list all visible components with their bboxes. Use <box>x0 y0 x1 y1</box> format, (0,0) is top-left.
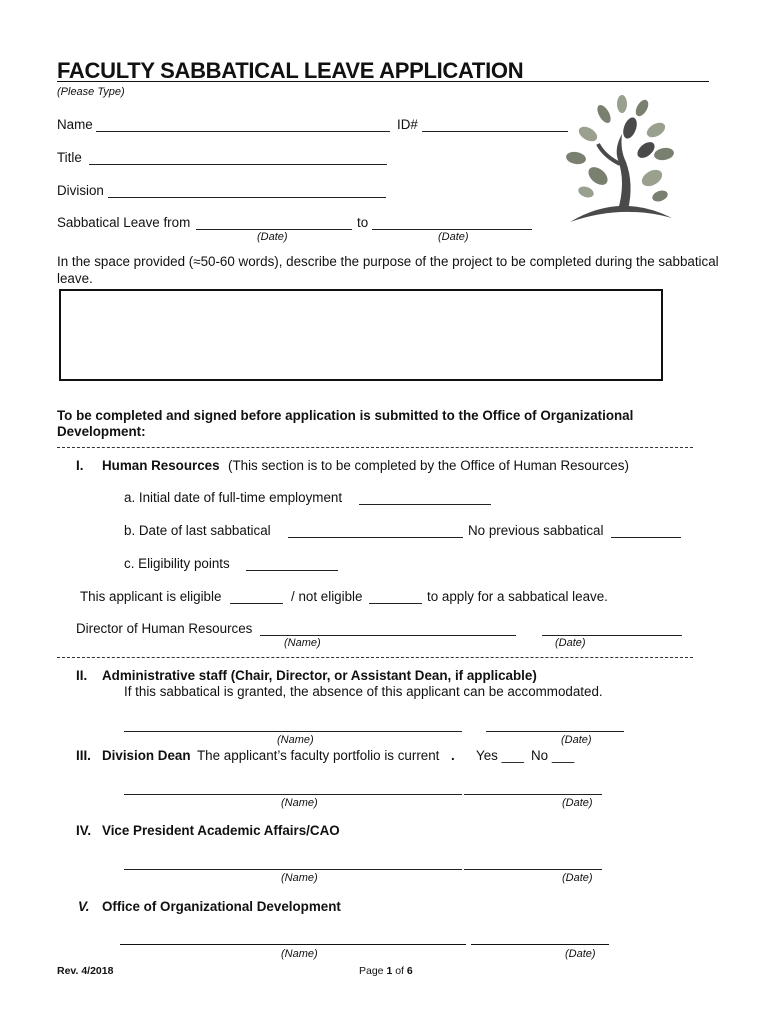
dean-date-field[interactable] <box>464 794 602 795</box>
leave-from-label: Sabbatical Leave from <box>57 215 191 230</box>
logo-leaf <box>585 164 611 189</box>
admin-date-field[interactable] <box>486 731 624 732</box>
page-total: 6 <box>406 965 413 977</box>
not-eligible-field[interactable] <box>369 603 422 604</box>
admin-name-field[interactable] <box>124 731 462 732</box>
section-divider <box>57 657 693 658</box>
logo-trunk <box>617 134 631 210</box>
director-label: Director of Human Resources <box>76 621 253 636</box>
title-field[interactable] <box>89 164 387 165</box>
date-caption: (Date) <box>561 734 592 746</box>
name-caption: (Name) <box>284 637 321 649</box>
name-caption: (Name) <box>281 948 318 960</box>
logo-leaf <box>651 189 669 204</box>
hr-item-a: a. Initial date of full-time employment <box>124 490 343 505</box>
no-previous-label: No previous sabbatical <box>468 523 604 538</box>
page-number <box>359 965 413 977</box>
name-caption: (Name) <box>281 872 318 884</box>
date-caption: (Date) <box>438 231 469 243</box>
date-caption: (Date) <box>565 948 596 960</box>
vp-date-field[interactable] <box>464 869 602 870</box>
instruction-text: (Please Type) <box>57 86 125 98</box>
dean-section-note: The applicant’s faculty portfolio is current <box>197 748 440 763</box>
revision-label: Rev. 4/2018 <box>57 965 114 977</box>
leave-from-field[interactable] <box>196 229 352 230</box>
od-section-title: Office of Organizational Development <box>102 899 341 914</box>
dean-no[interactable]: No ___ <box>531 748 575 763</box>
leave-to-field[interactable] <box>372 229 532 230</box>
eligible-field[interactable] <box>230 603 283 604</box>
hr-item-c: c. Eligibility points <box>124 556 230 571</box>
vp-section-title: Vice President Academic Affairs/CAO <box>102 823 340 838</box>
logo-leaf <box>595 103 614 125</box>
admin-section-title: Administrative staff (Chair, Director, or Assistant Dean, if applicable) <box>102 668 537 683</box>
logo-leaf <box>621 116 640 141</box>
hr-section-note: (This section is to be completed by the Office of Human Resources) <box>228 458 629 473</box>
director-name-field[interactable] <box>260 635 516 636</box>
logo-leaf <box>576 124 599 144</box>
logo-leaf <box>639 166 665 189</box>
name-caption: (Name) <box>281 797 318 809</box>
dean-name-field[interactable] <box>124 794 462 795</box>
division-field[interactable] <box>108 197 386 198</box>
not-eligible-text: / not eligible <box>291 589 363 604</box>
section-numeral: IV. <box>76 823 92 838</box>
purpose-prompt: In the space provided (≈50-60 words), describe the purpose of the project to be completed during the sabbatical <box>57 254 719 269</box>
employment-date-field[interactable] <box>359 504 491 505</box>
hr-item-b: b. Date of last sabbatical <box>124 523 271 538</box>
page-title: FACULTY SABBATICAL LEAVE APPLICATION <box>57 58 524 83</box>
section-numeral: I. <box>76 458 84 473</box>
logo-leaf <box>577 185 595 200</box>
dean-note-period: . <box>451 748 455 763</box>
title-label: Title <box>57 150 82 165</box>
name-field[interactable] <box>96 131 390 132</box>
section-numeral: II. <box>76 668 88 683</box>
no-previous-field[interactable] <box>611 537 681 538</box>
date-caption: (Date) <box>562 872 593 884</box>
logo-leaf <box>617 95 627 113</box>
logo-leaf <box>634 139 657 161</box>
logo-branch <box>598 144 620 164</box>
leave-to-label: to <box>357 215 369 230</box>
eligibility-points-field[interactable] <box>246 570 338 571</box>
division-label: Division <box>57 183 104 198</box>
page-prefix: Page <box>359 965 387 977</box>
dean-section-title: Division Dean <box>102 748 191 763</box>
vp-name-field[interactable] <box>124 869 462 870</box>
od-date-field[interactable] <box>471 944 609 945</box>
section-numeral: III. <box>76 748 91 763</box>
name-label: Name <box>57 117 93 132</box>
od-name-field[interactable] <box>120 944 466 945</box>
apply-text: to apply for a sabbatical leave. <box>427 589 608 604</box>
logo-leaf <box>644 120 667 140</box>
hr-section-title: Human Resources <box>102 458 220 473</box>
id-field[interactable] <box>422 131 568 132</box>
admin-section-note: If this sabbatical is granted, the absence of this applicant can be accommodated. <box>124 684 603 699</box>
date-caption: (Date) <box>257 231 288 243</box>
page-current: 1 <box>386 965 393 977</box>
id-label: ID# <box>397 117 418 132</box>
section-numeral: V. <box>78 899 90 914</box>
section-divider <box>57 447 693 448</box>
logo-leaf <box>653 146 675 161</box>
date-caption: (Date) <box>555 637 586 649</box>
last-sabbatical-field[interactable] <box>288 537 463 538</box>
approval-heading-cont: Development: <box>57 424 146 439</box>
date-caption: (Date) <box>562 797 593 809</box>
director-date-field[interactable] <box>542 635 682 636</box>
page-of: of <box>392 965 407 977</box>
tree-logo-icon <box>560 92 680 230</box>
logo-leaf <box>565 150 587 165</box>
title-underline <box>57 81 709 82</box>
eligible-text: This applicant is eligible <box>80 589 222 604</box>
purpose-textarea[interactable] <box>59 289 663 381</box>
logo-leaf <box>633 98 651 119</box>
dean-yes[interactable]: Yes ___ <box>476 748 524 763</box>
approval-heading: To be completed and signed before application is submitted to the Office of Organizational <box>57 408 634 423</box>
name-caption: (Name) <box>277 734 314 746</box>
purpose-prompt-cont: leave. <box>57 271 93 286</box>
